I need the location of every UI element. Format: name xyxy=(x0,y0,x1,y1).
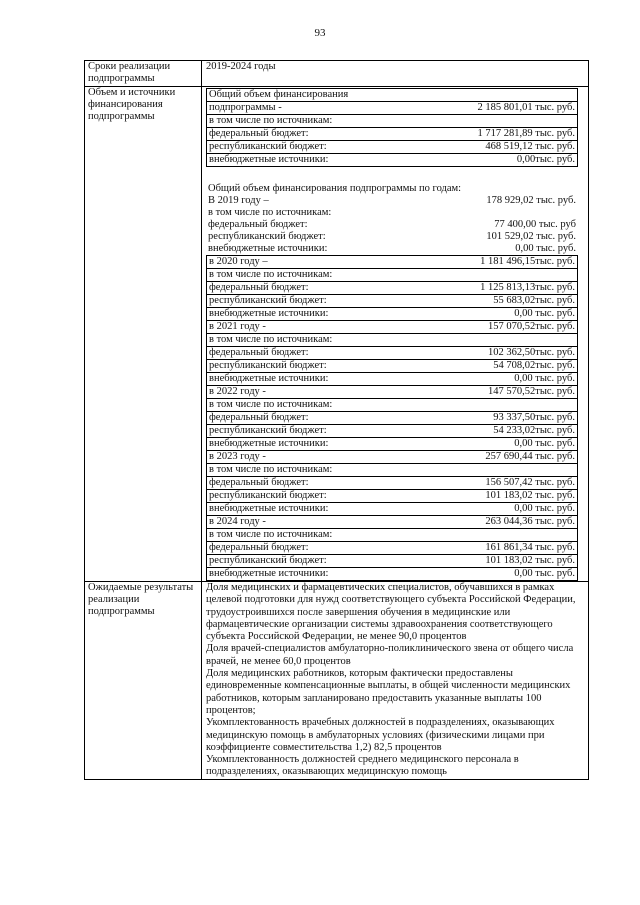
financing-line xyxy=(206,115,578,128)
financing-line xyxy=(206,334,578,347)
financing-line xyxy=(206,503,578,516)
spacer xyxy=(206,167,585,183)
financing-line-value: 0,00тыс. руб. xyxy=(516,154,575,165)
financing-line-value: 156 507,42 тыс. руб. xyxy=(485,477,575,488)
period-label: Сроки реализации подпрограммы xyxy=(85,61,202,86)
financing-line-value: 54 708,02тыс. руб. xyxy=(493,360,575,371)
financing-line-value: 468 519,12 тыс. руб. xyxy=(485,141,575,152)
financing-line xyxy=(206,373,578,386)
financing-line xyxy=(206,464,578,477)
by-year-title xyxy=(206,183,578,195)
financing-line xyxy=(206,295,578,308)
financing-line-label: федеральный бюджет: xyxy=(209,542,309,553)
financing-line-label: внебюджетные источники: xyxy=(209,503,329,514)
financing-value xyxy=(202,87,588,581)
financing-line-value: 55 683,02тыс. руб. xyxy=(493,295,575,306)
financing-line xyxy=(206,438,578,451)
financing-line-value: 101 529,02 тыс. руб. xyxy=(486,231,576,242)
period-value: 2019-2024 годы xyxy=(206,61,276,72)
financing-line xyxy=(206,269,578,282)
total-title-line xyxy=(206,88,578,102)
financing-line-label: федеральный бюджет: xyxy=(209,347,309,358)
year-2019-lines xyxy=(206,195,578,255)
financing-line-label: внебюджетные источники: xyxy=(208,243,328,254)
financing-line-label: в 2020 году – xyxy=(209,256,268,267)
financing-label: Объем и источники финансирования подпрограммы xyxy=(85,87,202,581)
result-paragraph: Доля медицинских и фармацевтических специалистов, обучавшихся в рамках целевой подготовки для нужд соответствующего субъекта Российской Федерации, трудоустроившихся после завершения обучения в медицинские или фармацевтические организации системы здравоохранения соответствующего субъекта Российской Федерации, не менее 90,0 процентов xyxy=(206,582,576,643)
financing-line xyxy=(206,490,578,503)
financing-line-value: 257 690,44 тыс. руб. xyxy=(485,451,575,462)
financing-line-label: республиканский бюджет: xyxy=(208,231,326,242)
financing-line-label: внебюджетные источники: xyxy=(209,308,329,319)
financing-line xyxy=(206,477,578,490)
financing-row xyxy=(84,86,589,581)
financing-line-label: республиканский бюджет: xyxy=(209,555,327,566)
total-label: подпрограммы - xyxy=(209,102,282,113)
financing-line-value: 0,00 тыс. руб. xyxy=(515,243,576,254)
financing-line-label: в том числе по источникам: xyxy=(208,207,332,218)
financing-line-label: федеральный бюджет: xyxy=(209,477,309,488)
financing-line-label: внебюджетные источники: xyxy=(209,568,329,579)
financing-line xyxy=(206,141,578,154)
financing-line-label: внебюджетные источники: xyxy=(209,438,329,449)
financing-line-label: в том числе по источникам: xyxy=(209,269,333,280)
financing-line xyxy=(206,529,578,542)
financing-line xyxy=(206,399,578,412)
financing-line xyxy=(206,231,578,243)
financing-line-label: республиканский бюджет: xyxy=(209,295,327,306)
financing-line xyxy=(206,425,578,438)
financing-line xyxy=(206,568,578,581)
financing-line xyxy=(206,321,578,334)
financing-line-label: федеральный бюджет: xyxy=(208,219,308,230)
financing-line-label: республиканский бюджет: xyxy=(209,490,327,501)
financing-line xyxy=(206,154,578,167)
page-number: 93 xyxy=(314,27,326,39)
financing-line-label: в том числе по источникам: xyxy=(209,334,333,345)
financing-line-label: в 2021 году - xyxy=(209,321,266,332)
financing-line xyxy=(206,255,578,269)
total-value: 2 185 801,01 тыс. руб. xyxy=(477,102,575,113)
period-row xyxy=(84,60,589,86)
results-value xyxy=(202,582,588,779)
financing-line-value: 178 929,02 тыс. руб. xyxy=(486,195,576,206)
financing-line-value: 161 861,34 тыс. руб. xyxy=(485,542,575,553)
financing-line xyxy=(206,516,578,529)
financing-line xyxy=(206,451,578,464)
results-row xyxy=(84,581,589,780)
financing-line-label: республиканский бюджет: xyxy=(209,425,327,436)
by-year-title-text: Общий объем финансирования подпрограммы по годам: xyxy=(208,183,462,194)
year-bordered-lines xyxy=(206,255,578,581)
financing-line-label: в том числе по источникам: xyxy=(209,529,333,540)
financing-line-value: 101 183,02 тыс. руб. xyxy=(485,555,575,566)
financing-by-year-block xyxy=(206,183,578,581)
financing-summary-block xyxy=(206,88,578,167)
financing-line xyxy=(206,207,578,219)
financing-line xyxy=(206,219,578,231)
summary-lines xyxy=(206,115,578,167)
financing-line-label: в том числе по источникам: xyxy=(209,115,333,126)
total-title: Общий объем финансирования xyxy=(209,89,349,100)
financing-line xyxy=(206,282,578,295)
financing-line-label: федеральный бюджет: xyxy=(209,128,309,139)
financing-line xyxy=(206,360,578,373)
financing-line-value: 0,00 тыс. руб. xyxy=(514,438,575,449)
financing-line-value: 101 183,02 тыс. руб. xyxy=(485,490,575,501)
financing-line xyxy=(206,308,578,321)
financing-line-value: 102 362,50тыс. руб. xyxy=(488,347,575,358)
financing-line-value: 1 125 813,13тыс. руб. xyxy=(480,282,575,293)
results-label: Ожидаемые результаты реализации подпрограммы xyxy=(85,582,202,779)
result-paragraph: Укомплектованность врачебных должностей в подразделениях, оказывающих медицинскую помощь в амбулаторных условиях (физическими лицами при коэффициенте совместительства 1,2) 82,5 процентов xyxy=(206,717,555,753)
financing-line-value: 93 337,50тыс. руб. xyxy=(493,412,575,423)
result-paragraph: Доля врачей-специалистов амбулаторно-поликлинического звена от общего числа врачей, не менее 60,0 процентов xyxy=(206,643,574,667)
financing-line-label: в 2022 году - xyxy=(209,386,266,397)
financing-line-label: внебюджетные источники: xyxy=(209,373,329,384)
financing-line xyxy=(206,128,578,141)
financing-line-value: 1 181 496,15тыс. руб. xyxy=(480,256,575,267)
financing-line-value: 263 044,36 тыс. руб. xyxy=(485,516,575,527)
financing-line-label: республиканский бюджет: xyxy=(209,360,327,371)
financing-line xyxy=(206,555,578,568)
financing-line-label: в 2024 году - xyxy=(209,516,266,527)
financing-line-label: В 2019 году – xyxy=(208,195,269,206)
financing-line xyxy=(206,412,578,425)
financing-line-label: федеральный бюджет: xyxy=(209,282,309,293)
financing-line xyxy=(206,542,578,555)
financing-line-label: внебюджетные источники: xyxy=(209,154,329,165)
financing-line-label: в том числе по источникам: xyxy=(209,464,333,475)
financing-line-label: в 2023 году - xyxy=(209,451,266,462)
financing-line-value: 54 233,02тыс. руб. xyxy=(493,425,575,436)
financing-line-value: 0,00 тыс. руб. xyxy=(514,308,575,319)
financing-line-label: республиканский бюджет: xyxy=(209,141,327,152)
passport-table xyxy=(84,60,589,780)
financing-line xyxy=(206,347,578,360)
financing-line-value: 77 400,00 тыс. руб xyxy=(494,219,576,230)
financing-line-value: 147 570,52тыс. руб. xyxy=(488,386,575,397)
result-paragraph: Доля медицинских работников, которым фактически предоставлены единовременные компенсационные выплаты, в общей численности медицинских работников, которым запланировано предоставить указанные выплаты 100 процентов; xyxy=(206,668,571,716)
financing-line-value: 0,00 тыс. руб. xyxy=(514,568,575,579)
financing-line-value: 0,00 тыс. руб. xyxy=(514,503,575,514)
total-line xyxy=(206,102,578,115)
financing-line-label: в том числе по источникам: xyxy=(209,399,333,410)
financing-line xyxy=(206,386,578,399)
financing-line-label: федеральный бюджет: xyxy=(209,412,309,423)
financing-line-value: 1 717 281,89 тыс. руб. xyxy=(477,128,575,139)
result-paragraph: Укомплектованность должностей среднего медицинского персонала в подразделениях, оказывающих медицинскую помощь xyxy=(206,754,519,778)
financing-line-value: 0,00 тыс. руб. xyxy=(514,373,575,384)
financing-line xyxy=(206,243,578,255)
financing-line-value: 157 070,52тыс. руб. xyxy=(488,321,575,332)
financing-line xyxy=(206,195,578,207)
